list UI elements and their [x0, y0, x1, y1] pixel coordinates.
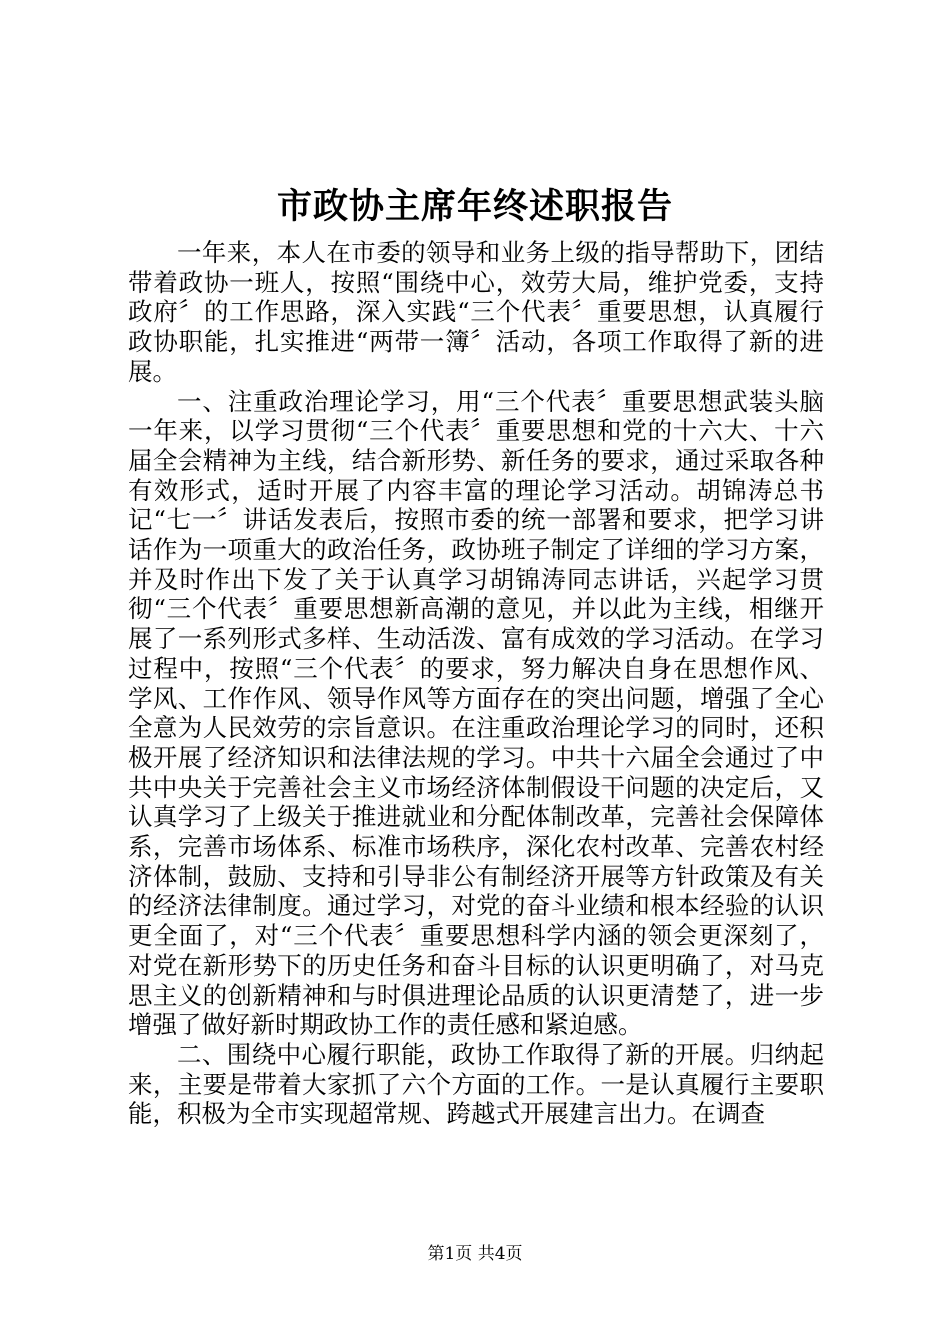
- document-title: 市政协主席年终述职报告: [276, 186, 673, 227]
- paragraph-section-1: 一、注重政治理论学习，用“三个代表〞重要思想武装头脑一年来，以学习贯彻“三个代表〞重要思想和党的十六大、十六届全会精神为主线，结合新形势、新任务的要求，通过采取各种有效形式，适时开展了内容丰富的理论学习活动。胡锦涛总书记“七一〞讲话发表后，按照市委的统一部署和要求，把学习讲话作为一项重大的政治任务，政协班子制定了详细的学习方案，并及时作出下发了关于认真学习胡锦涛同志讲话，兴起学习贯彻“三个代表〞重要思想新高潮的意见，并以此为主线，相继开展了一系列形式多样、生动活泼、富有成效的学习活动。在学习过程中，按照“三个代表〞的要求，努力解决自身在思想作风、学风、工作作风、领导作风等方面存在的突出问题，增强了全心全意为人民效劳的宗旨意识。在注重政治理论学习的同时，还积极开展了经济知识和法律法规的学习。中共十六届全会通过了中共中央关于完善社会主义市场经济体制假设干问题的决定后，又认真学习了上级关于推进就业和分配体制改革，完善社会保障体系，完善市场体系、标准市场秩序，深化农村改革、完善农村经济体制，鼓励、支持和引导非公有制经济开展等方针政策及有关的经济法律制度。通过学习，对党的奋斗业绩和根本经验的认识更全面了，对“三个代表〞重要思想科学内涵的领会更深刻了，对党在新形势下的历史任务和奋斗目标的认识更明确了，对马克思主义的创新精神和与时俱进理论品质的认识更清楚了，进一步增强了做好新时期政协工作的责任感和紧迫感。: [128, 386, 824, 1040]
- page-number-footer: 第1页 共4页: [427, 1244, 523, 1264]
- paragraph-section-2: 二、围绕中心履行职能，政协工作取得了新的开展。归纳起来，主要是带着大家抓了六个方面的工作。一是认真履行主要职能，积极为全市实现超常规、跨越式开展建言出力。在调查: [128, 1039, 824, 1129]
- document-body: [128, 238, 824, 1129]
- paragraph-intro: 一年来，本人在市委的领导和业务上级的指导帮助下，团结带着政协一班人，按照“围绕中心，效劳大局，维护党委，支持政府〞的工作思路，深入实践“三个代表〞重要思想，认真履行政协职能，扎实推进“两带一簿〞活动，各项工作取得了新的进展。: [128, 238, 824, 386]
